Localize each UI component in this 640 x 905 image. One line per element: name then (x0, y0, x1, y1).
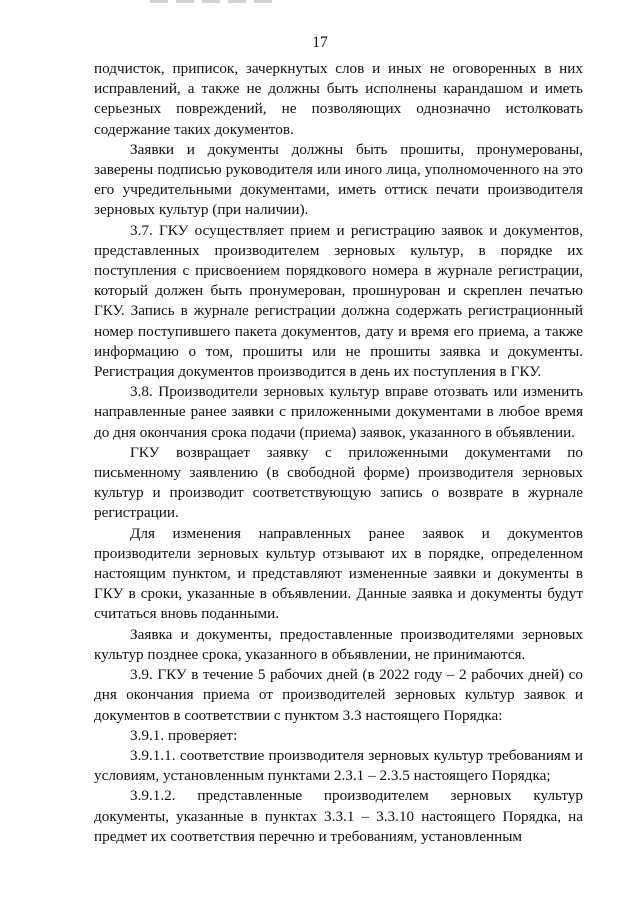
paragraph-return-application: ГКУ возвращает заявку с приложенными документами по письменному заявлению (в свободной форме) производителя зерновых культур и производит соответствующую запись о возврате в журнале регистрации. (94, 443, 583, 522)
paragraph-late-submission: Заявка и документы, предоставленные производителями зерновых культур позднее срока, указанного в объявлении, не принимаются. (94, 625, 583, 663)
paragraph-3-7: 3.7. ГКУ осуществляет прием и регистрацию заявок и документов, представленных производителем зерновых культур, в порядке их поступления с присвоением порядкового номера в журнале регистрации, который должен быть пронумерован, прошнурован и скреплен печатью ГКУ. Запись в журнале регистрации должна содержать регистрационный номер поступившего пакета документов, дату и время его приема, а также информацию о том, прошиты или не прошиты заявка и документы. Регистрация документов производится в день их поступления в ГКУ. (94, 221, 583, 381)
paragraph-3-8: 3.8. Производители зерновых культур вправе отозвать или изменить направленные ранее заявки с приложенными документами в любое время до дня окончания срока подачи (приема) заявок, указанного в объявлении. (94, 383, 583, 441)
page-number: 17 (312, 34, 328, 51)
document-body (94, 59, 583, 847)
paragraph-continuation: подчисток, приписок, зачеркнутых слов и иных не оговоренных в них исправлений, а также не должны быть исполнены карандашом и иметь серьезных повреждений, не позволяющих однозначно истолковать содержание таких документов. (94, 60, 583, 138)
paragraph-3-9-1: 3.9.1. проверяет: (130, 726, 238, 744)
paragraph-3-9: 3.9. ГКУ в течение 5 рабочих дней (в 2022 году – 2 рабочих дней) со дня окончания приема от производителей зерновых культур заявок и документов в соответствии с пунктом 3.3 настоящего Порядка: (94, 666, 583, 724)
paragraph-3-9-1-2: 3.9.1.2. представленные производителем зерновых культур документы, указанные в пунктах 3.3.1 – 3.3.10 настоящего Порядка, на предмет их соответствия перечню и требованиям, установленным (94, 787, 583, 845)
paragraph-binding-requirements: Заявки и документы должны быть прошиты, пронумерованы, заверены подписью руководителя или иного лица, уполномоченного на это его учредительными документами, иметь оттиск печати производителя зерновых культур (при наличии). (94, 140, 583, 219)
scan-artifact (150, 0, 280, 3)
paragraph-3-9-1-1: 3.9.1.1. соответствие производителя зерновых культур требованиям и условиям, установленным пунктами 2.3.1 – 2.3.5 настоящего Порядка; (94, 746, 583, 785)
paragraph-change-application: Для изменения направленных ранее заявок и документов производители зерновых культур отзывают их в порядке, определенном настоящим пунктом, и представляют измененные заявки и документы в ГКУ в сроки, указанные в объявлении. Данные заявка и документы будут считаться вновь поданными. (94, 524, 583, 623)
